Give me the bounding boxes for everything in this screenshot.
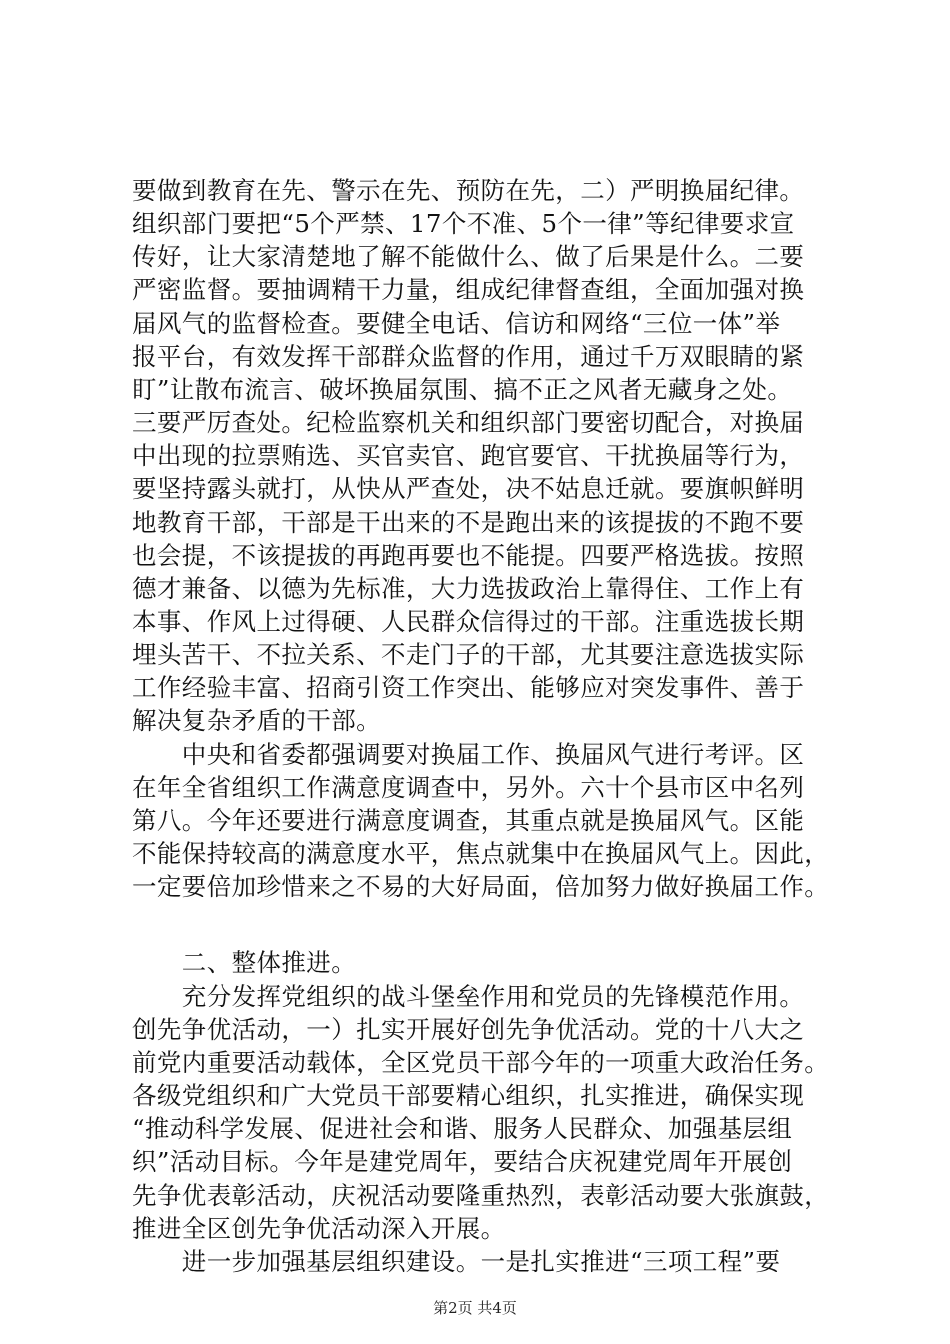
body-text-line: 先争优表彰活动，庆祝活动要隆重热烈，表彰活动要大张旗鼓， <box>132 1180 830 1210</box>
body-text-line: 报平台，有效发挥干部群众监督的作用，通过千万双眼睛的紧 <box>132 341 805 371</box>
body-text-line: 严密监督。要抽调精干力量，组成纪律督查组，全面加强对换 <box>132 275 805 305</box>
body-text-line: 也会提，不该提拔的再跑再要也不能提。四要严格选拔。按照 <box>132 540 805 570</box>
body-text-line: 本事、作风上过得硬、人民群众信得过的干部。注重选拔长期 <box>132 606 805 636</box>
body-text-line: 解决复杂矛盾的干部。 <box>132 706 381 736</box>
body-text-line: 织”活动目标。今年是建党周年，要结合庆祝建党周年开展创 <box>132 1147 793 1177</box>
body-text-line: 一定要倍加珍惜来之不易的大好局面，倍加努力做好换届工作。 <box>132 872 830 902</box>
body-text-line: 进一步加强基层组织建设。一是扎实推进“三项工程”要 <box>132 1246 781 1276</box>
body-text-line: “推动科学发展、促进社会和谐、服务人民群众、加强基层组 <box>132 1114 793 1144</box>
body-text-line: 盯”让散布流言、破坏换届氛围、搞不正之风者无藏身之处。 <box>132 374 793 404</box>
page-footer: 第2页 共4页 <box>433 1299 517 1317</box>
body-text-line: 二、整体推进。 <box>132 948 357 978</box>
body-text-line: 届风气的监督检查。要健全电话、信访和网络“三位一体”举 <box>132 308 781 338</box>
body-text-line: 中出现的拉票贿选、买官卖官、跑官要官、干扰换届等行为， <box>132 441 805 471</box>
body-text-line: 充分发挥党组织的战斗堡垒作用和党员的先锋模范作用。 <box>132 981 805 1011</box>
body-text-line: 不能保持较高的满意度水平，焦点就集中在换届风气上。因此， <box>132 839 830 868</box>
body-text-line: 前党内重要活动载体，全区党员干部今年的一项重大政治任务。 <box>132 1047 830 1077</box>
body-text-line: 要做到教育在先、警示在先、预防在先，二）严明换届纪律。 <box>132 176 805 205</box>
body-text-line: 要坚持露头就打，从快从严查处，决不姑息迁就。要旗帜鲜明 <box>132 474 805 504</box>
body-text-line: 三要严厉查处。纪检监察机关和组织部门要密切配合，对换届 <box>132 408 805 438</box>
body-text-line: 工作经验丰富、招商引资工作突出、能够应对突发事件、善于 <box>132 673 805 703</box>
body-text-line: 在年全省组织工作满意度调查中，另外。六十个县市区中名列 <box>132 772 805 802</box>
body-text-line: 各级党组织和广大党员干部要精心组织，扎实推进，确保实现 <box>132 1081 805 1111</box>
body-text-line: 埋头苦干、不拉关系、不走门子的干部，尤其要注意选拔实际 <box>132 640 805 670</box>
body-text-line: 推进全区创先争优活动深入开展。 <box>132 1213 506 1243</box>
body-text-line: 德才兼备、以德为先标准，大力选拔政治上靠得住、工作上有 <box>132 573 805 603</box>
body-text-line: 组织部门要把“5个严禁、17个不准、5个一律”等纪律要求宣 <box>132 209 795 239</box>
body-text-line: 传好，让大家清楚地了解不能做什么、做了后果是什么。二要 <box>132 242 805 272</box>
body-text-line: 第八。今年还要进行满意度调查，其重点就是换届风气。区能 <box>132 805 805 835</box>
body-text-line: 中央和省委都强调要对换届工作、换届风气进行考评。区 <box>132 739 805 769</box>
body-text-line: 地教育干部，干部是干出来的不是跑出来的该提拔的不跑不要 <box>132 507 805 537</box>
body-text-line: 创先争优活动，一）扎实开展好创先争优活动。党的十八大之 <box>132 1014 805 1044</box>
